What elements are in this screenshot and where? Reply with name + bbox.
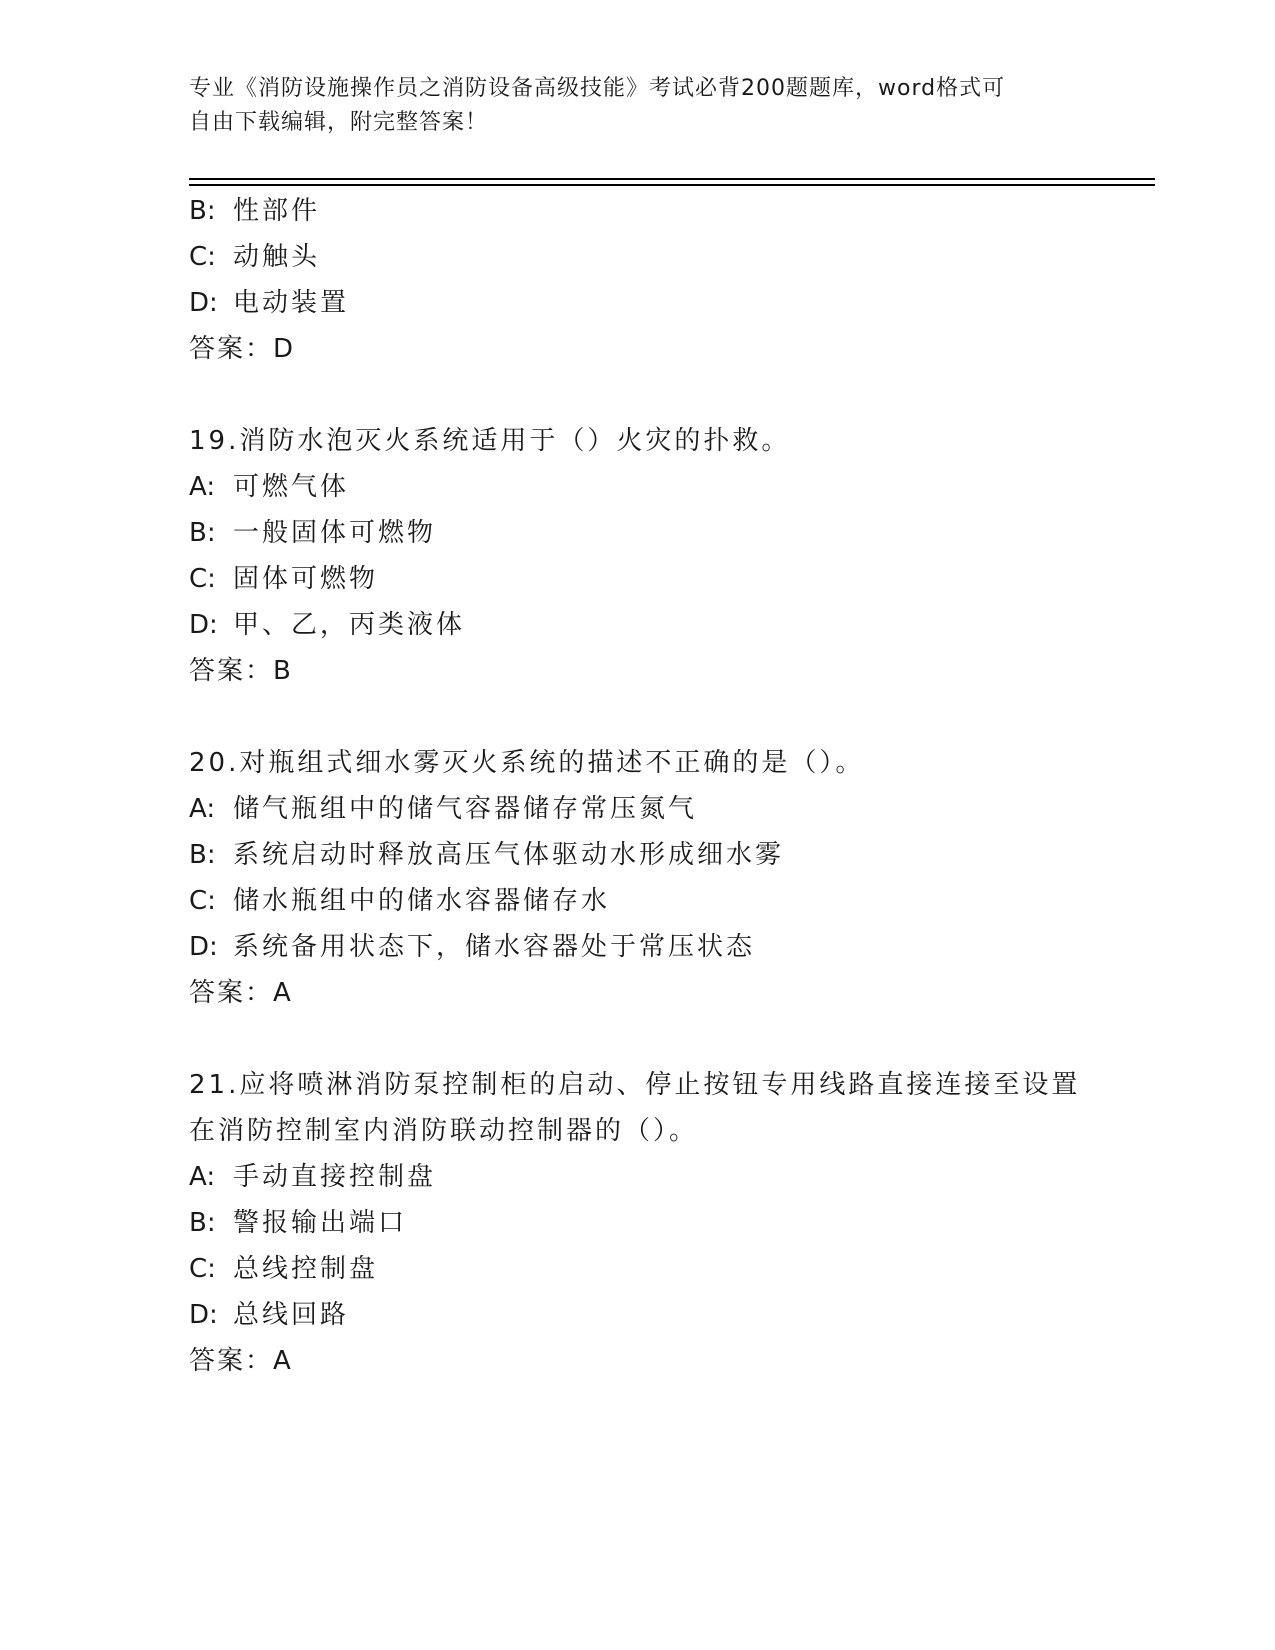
option-letter: C: <box>189 1254 216 1284</box>
option-letter: B: <box>189 518 216 548</box>
question-stem-line-1: 21.应将喷淋消防泵控制柜的启动、停止按钮专用线路直接连接至设置 <box>189 1070 1081 1100</box>
option-b <box>189 1200 1119 1246</box>
option-letter: D: <box>189 1300 218 1330</box>
option-b <box>189 188 1119 234</box>
header-divider-top <box>189 178 1155 180</box>
option-b <box>189 832 1119 878</box>
option-letter: D: <box>189 610 218 640</box>
option-letter: B: <box>189 840 216 870</box>
option-c <box>189 1246 1119 1292</box>
option-d <box>189 1292 1119 1338</box>
option-letter: C: <box>189 564 216 594</box>
option-letter: D: <box>189 288 218 318</box>
option-letter: D: <box>189 932 218 962</box>
header-line-1: 专业《消防设施操作员之消防设备高级技能》考试必背200题题库，word格式可 <box>189 76 1006 101</box>
option-text: 手动直接控制盘 <box>233 1162 437 1192</box>
option-text: 系统启动时释放高压气体驱动水形成细水雾 <box>233 840 785 870</box>
answer-line: 答案：B <box>189 656 293 686</box>
option-c <box>189 878 1119 924</box>
header-line-2: 自由下载编辑，附完整答案！ <box>189 110 489 135</box>
option-text: 甲、乙，丙类液体 <box>233 610 466 640</box>
option-text: 固体可燃物 <box>233 564 379 594</box>
answer-line: 答案：D <box>189 334 296 364</box>
option-letter: C: <box>189 886 216 916</box>
option-c <box>189 556 1119 602</box>
option-text: 动触头 <box>233 242 321 272</box>
option-letter: B: <box>189 1208 216 1238</box>
option-text: 系统备用状态下，储水容器处于常压状态 <box>233 932 756 962</box>
option-d <box>189 280 1119 326</box>
option-text: 储水瓶组中的储水容器储存水 <box>233 886 611 916</box>
option-text: 储气瓶组中的储气容器储存常压氮气 <box>233 794 698 824</box>
option-a <box>189 464 1119 510</box>
document-header <box>189 72 1069 140</box>
option-d <box>189 924 1119 970</box>
option-a <box>189 786 1119 832</box>
option-b <box>189 510 1119 556</box>
question-list <box>189 188 1119 1384</box>
option-a <box>189 1154 1119 1200</box>
option-letter: A: <box>189 794 216 824</box>
continued-question <box>189 188 1119 372</box>
question-stem-line-1: 20.对瓶组式细水雾灭火系统的描述不正确的是（）。 <box>189 748 865 778</box>
question-19 <box>189 418 1119 694</box>
option-text: 一般固体可燃物 <box>233 518 437 548</box>
answer-line: 答案：A <box>189 1346 293 1376</box>
question-stem-line-2: 在消防控制室内消防联动控制器的（）。 <box>189 1116 699 1146</box>
option-text: 警报输出端口 <box>233 1208 408 1238</box>
option-letter: A: <box>189 1162 216 1192</box>
answer-line: 答案：A <box>189 978 293 1008</box>
spacer <box>189 694 1119 740</box>
question-21 <box>189 1062 1119 1384</box>
option-text: 性部件 <box>233 196 321 226</box>
spacer <box>189 1016 1119 1062</box>
option-letter: A: <box>189 472 216 502</box>
header-divider-bottom <box>189 184 1155 186</box>
option-c <box>189 234 1119 280</box>
spacer <box>189 372 1119 418</box>
option-text: 可燃气体 <box>233 472 350 502</box>
question-stem-line-1: 19.消防水泡灭火系统适用于（）火灾的扑救。 <box>189 426 791 456</box>
option-text: 总线控制盘 <box>233 1254 379 1284</box>
question-stem <box>189 1062 1119 1154</box>
option-letter: B: <box>189 196 216 226</box>
option-letter: C: <box>189 242 216 272</box>
option-text: 总线回路 <box>233 1300 350 1330</box>
question-stem <box>189 418 1119 464</box>
question-stem <box>189 740 1119 786</box>
option-text: 电动装置 <box>233 288 350 318</box>
question-20 <box>189 740 1119 1016</box>
option-d <box>189 602 1119 648</box>
